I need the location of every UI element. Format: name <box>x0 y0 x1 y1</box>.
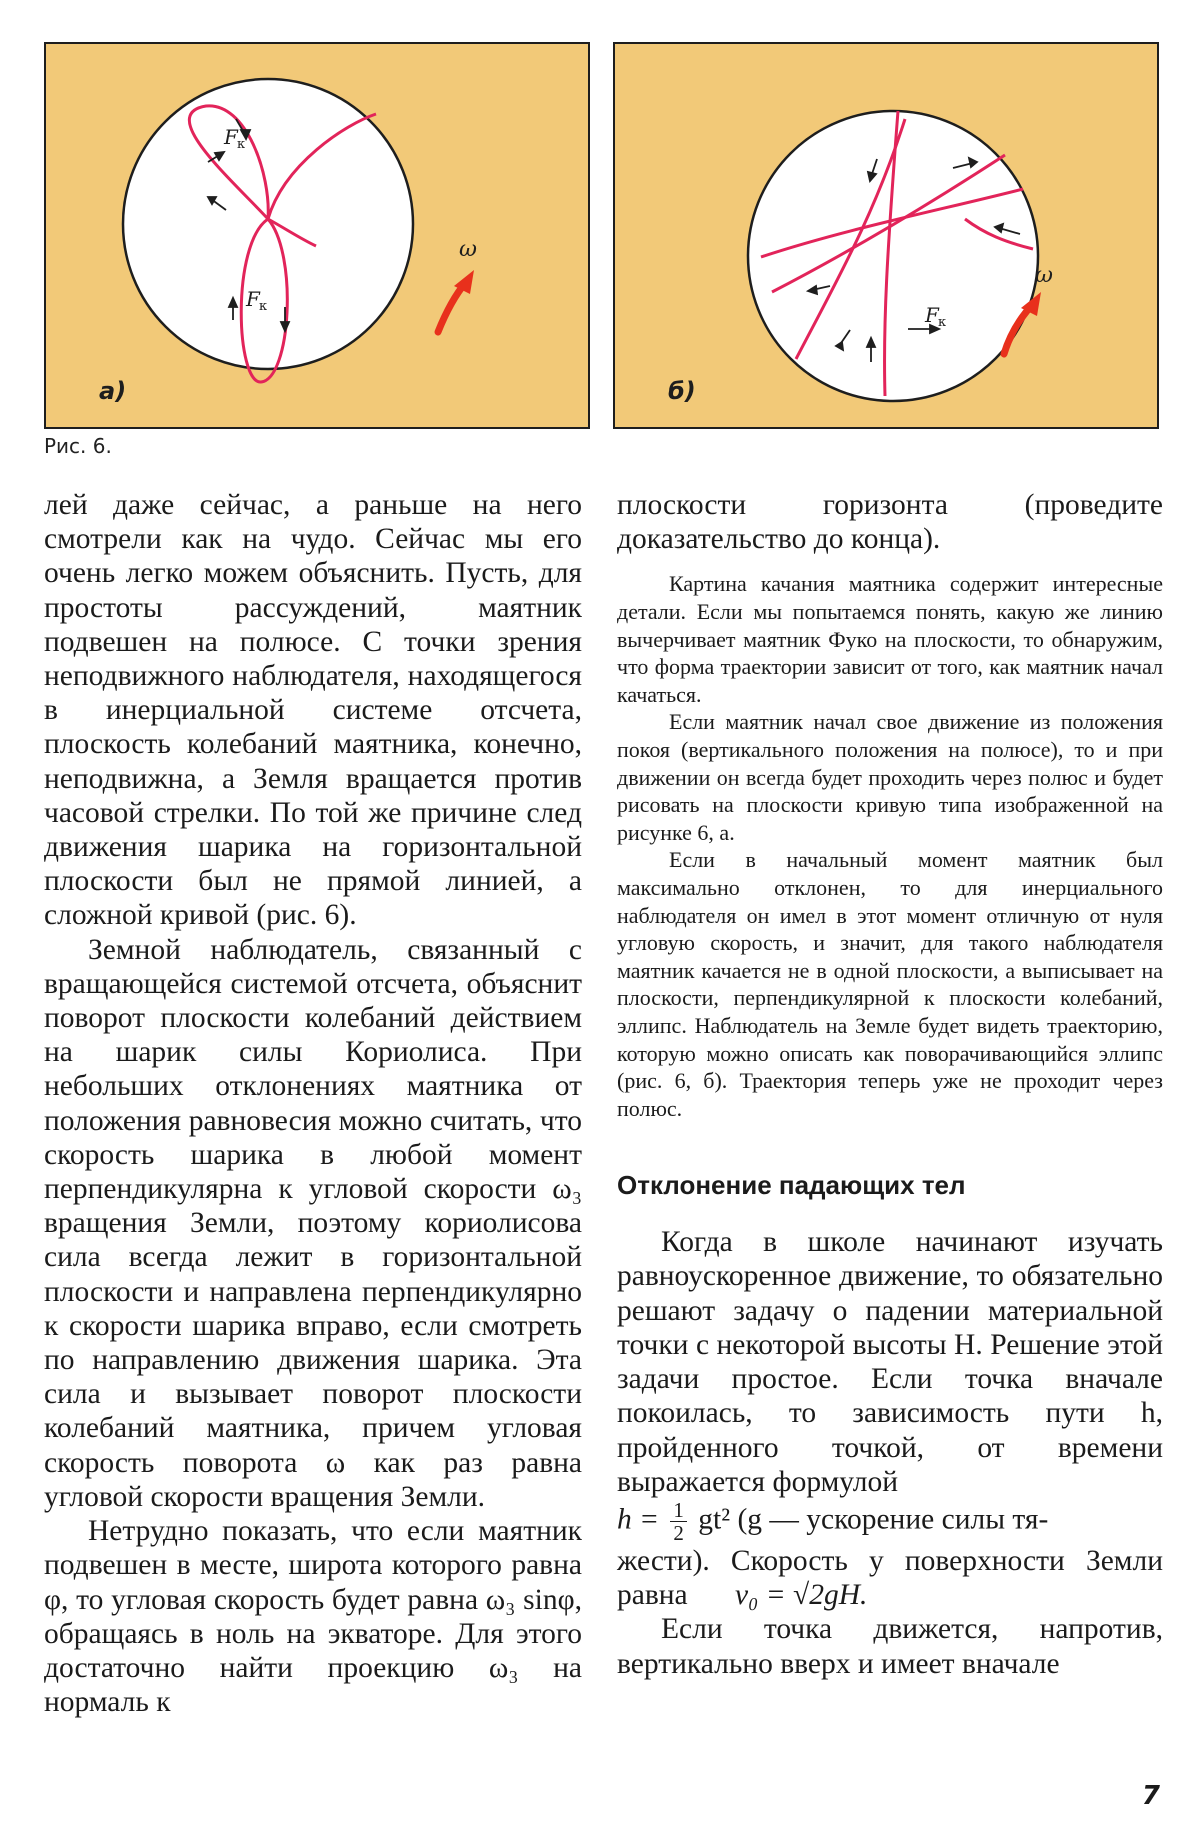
force-subscript-a2: к <box>259 299 268 314</box>
force-label-b: F <box>925 303 939 327</box>
small-paragraph-2: Если маятник начал свое движение из положения покоя (вертикального положения на полюсе), то и при движении он всегда будет проходить через полюс и будет рисовать на плоскости кривую типа изображенной на рисунке 6, а. <box>617 709 1163 845</box>
omega-label-a: ω <box>459 237 477 262</box>
left-column <box>44 488 582 1719</box>
force-subscript-a1: к <box>237 137 246 152</box>
right-body-2: жести). Скорость у поверхности Земли равна <box>617 1544 1163 1612</box>
left-paragraph-3: Нетрудно показать, что если маятник подвешен в месте, широта которого равна φ, то угловая скорость будет равна ω₃ sinφ, обращаясь в ноль на экваторе. Для этого достаточно найти проекцию ω₃ на нормаль к <box>44 1515 582 1719</box>
formula-h-denominator: 2 <box>673 1520 684 1545</box>
right-continuation: плоскости горизонта (проведите доказательство до конца). <box>617 489 1163 556</box>
section-title: Отклонение падающих тел <box>617 1170 966 1201</box>
formula-h-rhs: gt² (g — ускорение силы тя- <box>698 1503 1049 1536</box>
force-label-a2: F <box>246 287 260 311</box>
panel-label-a: а) <box>99 377 127 405</box>
left-paragraph-1: лей даже сейчас, а раньше на него смотрели как на чудо. Сейчас мы его очень легко можем объяснить. Пусть, для простоты рассуждений, маятник подвешен на полюсе. С точки зрения неподвижного наблюдателя, находящегося в инерциальной системе отсчета, плоскость колебаний маятника, конечно, неподвижна, а Земля вращается против часовой стрелки. По той же причине след движения шарика на горизонтальной плоскости был не прямой линией, а сложной кривой (рис. 6). <box>44 489 582 932</box>
figure-caption: Рис. 6. <box>44 434 112 458</box>
right-column <box>617 488 1163 1681</box>
omega-label-b: ω <box>1035 263 1053 288</box>
figure-panel-a <box>44 42 590 429</box>
formula-h-lhs: h = <box>617 1503 660 1536</box>
small-paragraph-3: Если в начальный момент маятник был максимально отклонен, то для инерциального наблюдателя он имел в этот момент отличную от нуля угловую скорость, и значит, для такого наблюдателя маятник качается не в одной плоскости, а выписывает на плоскости, перпендикулярной к плоскости колебаний, эллипс. Наблюдатель на Земле будет видеть траекторию, которую можно описать как поворачивающийся эллипс (рис. 6, б). Траектория теперь уже не проходит через полюс. <box>617 847 1163 1121</box>
right-body-2-line <box>617 1544 1163 1612</box>
figure-a-drawing <box>46 44 592 431</box>
panel-label-b: б) <box>668 377 696 405</box>
right-body-3: Если точка движется, напротив, вертикально вверх и имеет вначале <box>617 1613 1163 1680</box>
page-number: 7 <box>1141 1781 1160 1811</box>
figure-panel-b <box>613 42 1159 429</box>
right-body-1: Когда в школе начинают изучать равноускоренное движение, то обязательно решают задачу о падении материальной точки с некоторой высоты H. Решение этой задачи простое. Если точка вначале покоилась, то зависимость пути h, пройденного точкой, от времени выражается формулой <box>617 1226 1163 1498</box>
left-paragraph-2: Земной наблюдатель, связанный с вращающейся системой отсчета, объяснит поворот плоскости колебаний действием на шарик силы Кориолиса. При небольших отклонениях маятника от положения равновесия можно считать, что скорость шарика в любой момент перпендикулярна к угловой скорости ω₃ вращения Земли, поэтому кориолисова сила всегда лежит в горизонтальной плоскости и направлена перпендикулярно к скорости шарика вправо, если смотреть по направлению движения шарика. Эта сила и вызывает поворот плоскости колебаний маятника, причем угловая скорость поворота ω как раз равна угловой скорости вращения Земли. <box>44 933 582 1513</box>
small-paragraph-1: Картина качания маятника содержит интересные детали. Если мы попытаемся понять, какую же линию вычерчивает маятник Фуко на плоскости, то обнаружим, что форма траектории зависит от того, как маятник начал качаться. <box>617 571 1163 707</box>
formula-h-fraction <box>670 1499 687 1544</box>
formula-h-numerator: 1 <box>670 1499 687 1522</box>
formula-h-line <box>617 1499 1163 1544</box>
formula-v: v₀ = √2gH. <box>735 1579 868 1612</box>
force-label-a1: F <box>224 125 238 149</box>
figure-b-drawing <box>615 44 1161 431</box>
force-subscript-b: к <box>938 315 947 330</box>
pendulum-plane-circle-a <box>123 79 413 369</box>
